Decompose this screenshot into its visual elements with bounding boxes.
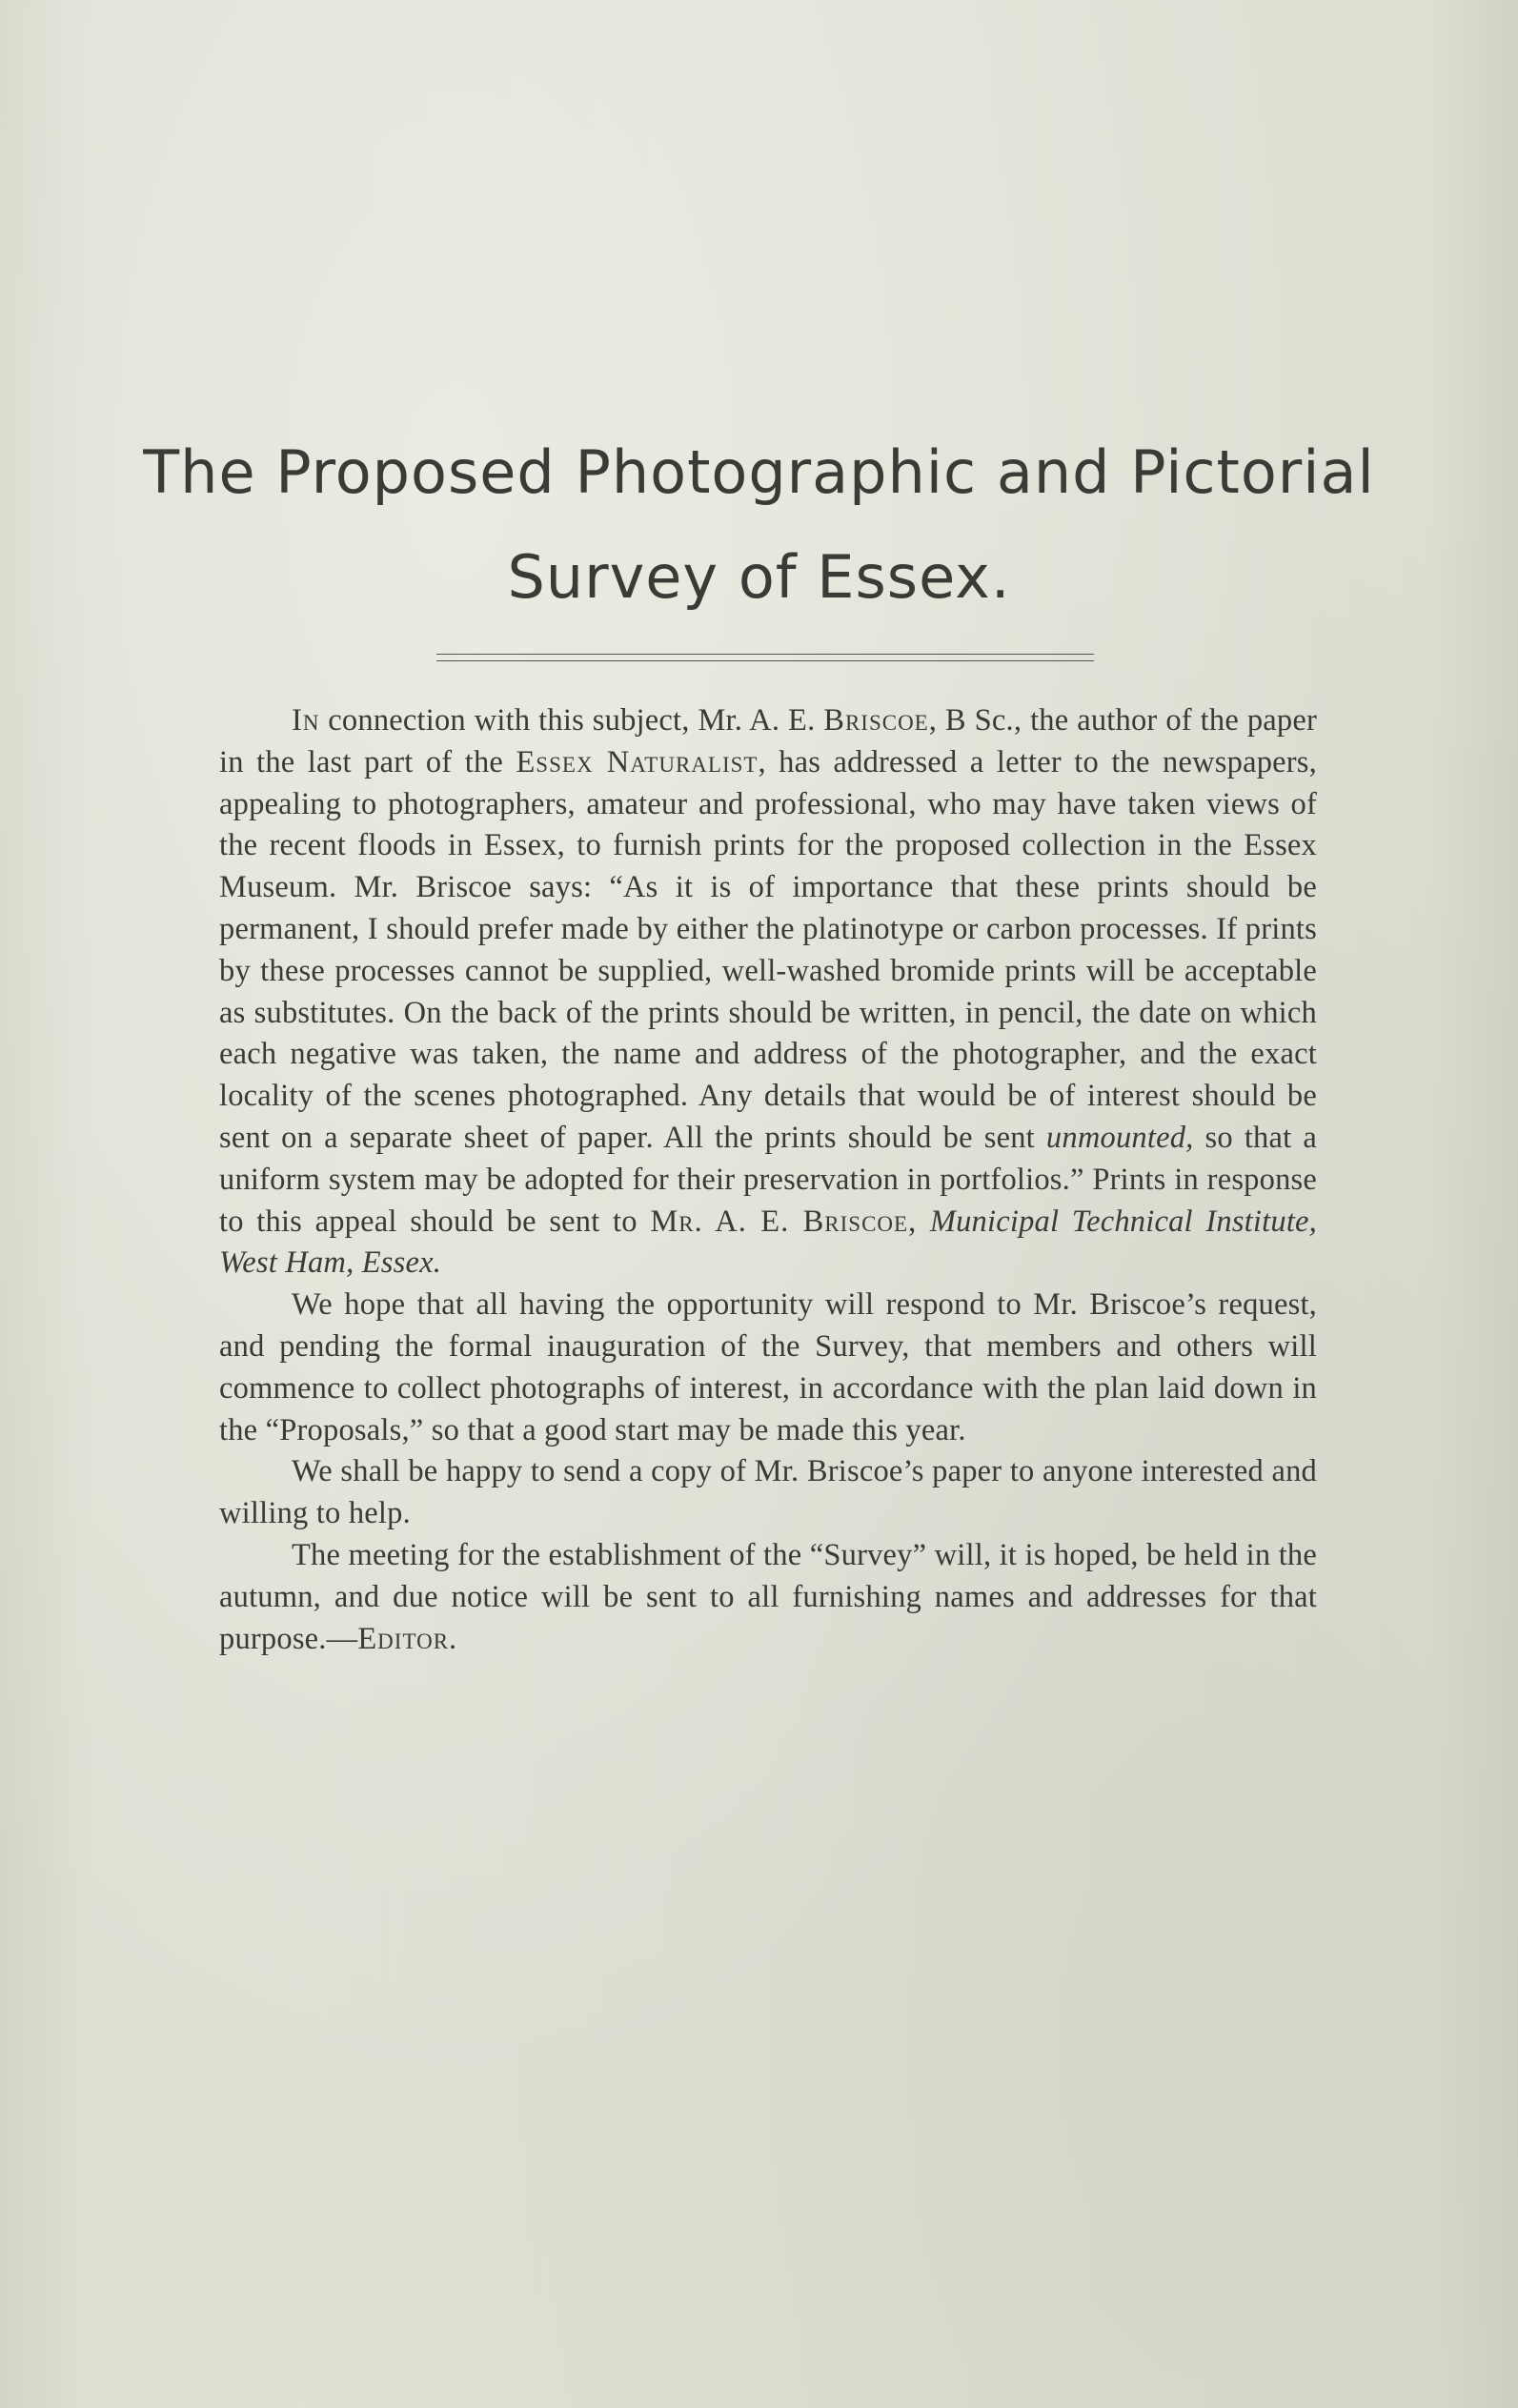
article-title-line-1: The Proposed Photographic and Pictorial — [143, 437, 1375, 507]
article-title-line-2: Survey of Essex. — [507, 542, 1011, 612]
paragraph-1 — [219, 700, 1317, 1285]
paragraph-1-text-c: , has addressed a letter to the newspapers, appealing to photographers, amateur and professional, who may have taken views of the recent floods in Essex, to furnish prints for the proposed collection in the Essex Museum. Mr. Briscoe says: “As it is of importance that these prints should be permanent, I should prefer made by either the platinotype or carbon processes. If prints by these processes cannot be supplied, well-washed bromide prints will be acceptable as substitutes. On the back of the prints should be written, in pencil, the date on which each negative was taken, the name and address of the photographer, and the exact locality of the scenes photographed. Any details that would be of interest should be sent on a separate sheet of paper. All the prints should be sent — [219, 744, 1317, 1155]
paragraph-4-text: The meeting for the establishment of the “Survey” will, it is hoped, be held in the autumn, and due notice will be sent to all furnishing names and addresses for that purpose.— — [219, 1537, 1317, 1656]
paragraph-opening-word: In — [292, 703, 320, 738]
article-body — [219, 700, 1317, 1660]
recipient-name: Mr. A. E. Briscoe, — [650, 1204, 918, 1239]
paragraph-1-text-b: , B Sc., the author of the paper in the last part of the — [219, 703, 1317, 779]
author-name: Briscoe — [823, 703, 929, 738]
paragraph-2: We hope that all having the opportunity will respond to Mr. Briscoe’s request, and pending the formal inauguration of the Survey, that members and others will commence to collect photographs of interest, in accordance with the plan laid down in the “Proposals,” so that a good start may be made this year. — [219, 1287, 1317, 1447]
emphasis-unmounted: unmounted, — [1045, 1120, 1194, 1155]
paragraph-3: We shall be happy to send a copy of Mr. Briscoe’s paper to anyone interested and willing to help. — [219, 1454, 1317, 1531]
editor-signature: Editor. — [357, 1621, 458, 1656]
title-double-rule — [436, 654, 1094, 661]
paragraph-1-text-d: so that a uniform system may be adopted for their preservation in portfolios.” Prints in response to this appeal should be sent to — [219, 1120, 1317, 1239]
paragraph-1-text-a: connection with this subject, Mr. A. E. — [319, 703, 824, 738]
paragraph-4 — [219, 1535, 1317, 1660]
journal-name: Essex Naturalist — [516, 744, 759, 779]
recipient-address: Municipal Technical Institute, West Ham, Essex. — [219, 1204, 1317, 1281]
